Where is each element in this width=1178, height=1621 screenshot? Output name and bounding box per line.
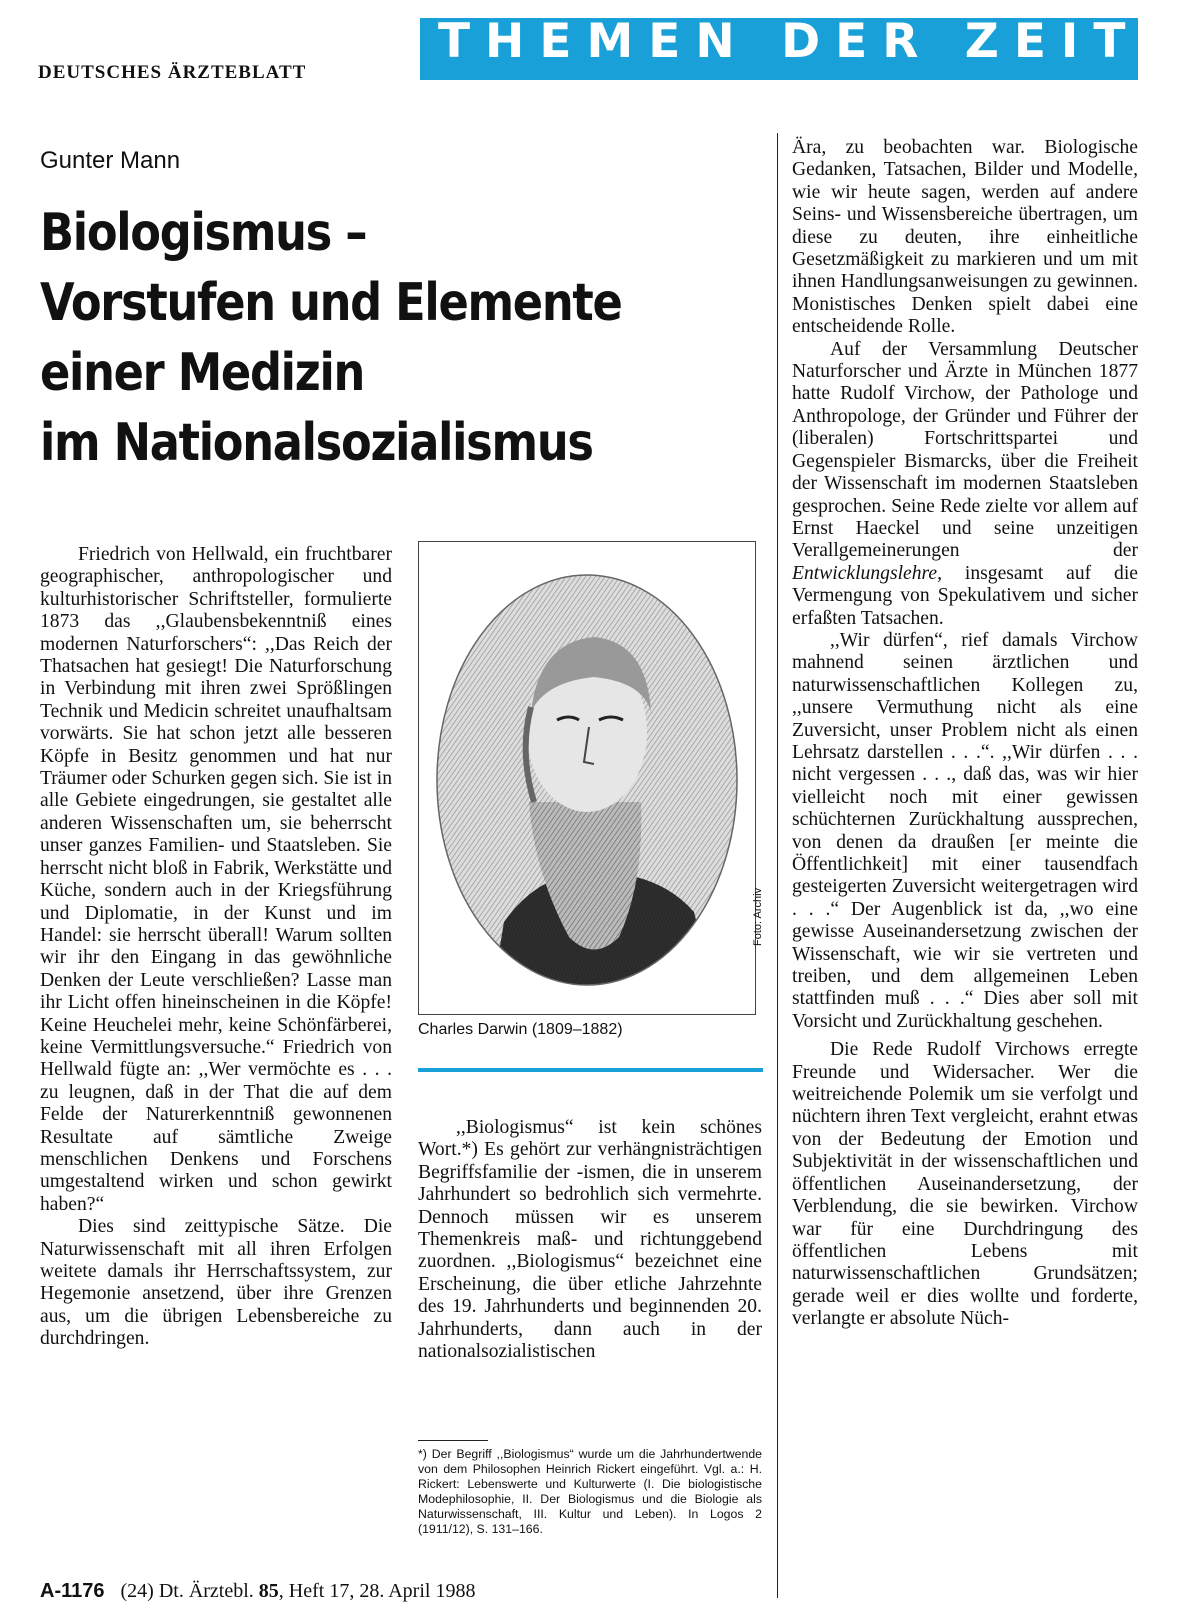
body-column-3: [792, 137, 1138, 1331]
body-paragraph: ,,Biologismus“ ist kein schönes Wort.*) Es gehört zur verhängnisträchtigen Begriffsfamilie der -ismen, die in unserem Jahrhundert so bedrohlich sich vermehrte. Dennoch müssen wir es unserem Themenkreis maß- und richtunggebend zuordnen. ,,Biologismus“ bezeichnet eine Erscheinung, die über etliche Jahrzehnte des 19. Jahrhunderts und beginnenden 20. Jahrhunderts, dann auch in der nationalsozialistischen: [418, 1117, 762, 1363]
title-line: Biologismus –: [40, 203, 367, 263]
journal-name: DEUTSCHES ÄRZTEBLATT: [38, 62, 307, 83]
body-column-1: [40, 544, 392, 1351]
photo-credit: Foto: Archiv: [752, 887, 764, 946]
body-paragraph: [792, 339, 1138, 630]
body-paragraph: Friedrich von Hellwald, ein fruchtbarer geographischer, anthropologischer und kulturhistorischer Schriftsteller, formulierte 1873 das ,,Glaubensbekenntniß eines modernen Naturforschers“: ,,Das Reich der Thatsachen hat gesiegt! Die Naturforschung in Verbindung mit ihren zwei Sprößlingen Technik und Medicin schreitet unaufhaltsam vorwärts. Sie hat schon jetzt alle besseren Köpfe in Besitz genommen und hat nur Träumer oder Schurken gegen sich. Sie ist in alle Gebiete eingedrungen, sie gestaltet alle anderen Wissenschaften um, sie beherrscht unser ganzes Familien- und Staatsleben. Sie herrscht nicht bloß in Fabrik, Werkstätte und Küche, sondern auch in der Kriegsführung und Diplomatie, in der Kunst und im Handel: sie herrscht überall! Warum sollten wir ihr den Eingang in das gewöhnliche Denken der Leute verschließen? Lasse man ihr Licht offen hineinscheinen in die Köpfe! Keine Heuchelei mehr, keine Schönfärberei, keine Vermittlungsversuche.“ Friedrich von Hellwald fügte an: ,,Wer vermöchte es . . . zu leugnen, daß in der That die auf dem Felde der Naturerkenntniß gewonnenen Resultate auf sämtliche Zweige menschlichen Denkens und Forschens umgestaltend wirken und schon gewirkt haben?“: [40, 544, 392, 1215]
paragraph-text: insgesamt auf die Vermengung von Spekulativem und sicher erfaßten Tatsachen.: [792, 562, 1138, 629]
footnote: *) Der Begriff ,,Biologismus“ wurde um die Jahrhundertwende von dem Philosophen Heinrich Rickert eingeführt. Vgl. a.: H. Rickert: Lebenswerte und Kulturwerte (I. Die biologistische Modephilosophie, II. Der Biologismus und die Biologie als Naturwissenschaft, III. Kultur und Leben). In Logos 2 (1911/12), S. 131–166.: [418, 1447, 762, 1536]
darwin-portrait-figure: [418, 541, 756, 1015]
footnote-rule: [418, 1440, 488, 1441]
page-number: A-1176: [40, 1580, 105, 1602]
title-line: Vorstufen und Elemente: [40, 273, 622, 333]
title-line: im Nationalsozialismus: [40, 413, 593, 473]
emphasized-term: Entwicklungslehre,: [792, 562, 943, 584]
page-footer: [40, 1580, 475, 1603]
body-paragraph: Die Rede Rudolf Virchows erregte Freunde und Widersacher. Wer die weitreichende Polemik um sie verfolgt und nüchtern ihren Text vergleicht, erahnt etwas von der Bedeutung der Emotion und Subjektivität in der wissenschaftlichen und öffentlichen Auseinandersetzung, der Verblendung, die sie bewirken. Virchow war für eine Durchdringung des öffentlichen Lebens mit naturwissenschaftlichen Grundsätzen; gerade weil er dies wollte und forderte, verlangte er absolute Nüch-: [792, 1039, 1138, 1330]
blue-divider: [418, 1068, 763, 1072]
darwin-portrait-image: [419, 542, 755, 1014]
citation-suffix: , Heft 17, 28. April 1988: [278, 1580, 476, 1602]
section-banner-text: THEMEN DER ZEIT: [438, 14, 1141, 69]
body-column-2: [418, 1117, 762, 1363]
column-divider: [777, 133, 778, 1598]
body-paragraph: ,,Wir dürfen“, rief damals Virchow mahnend seinen ärztlichen und naturwissenschaftlichen Kollegen zu, ,,unsere Vermuthung nicht als eine Zuversicht, unser Problem nicht als einen Lehrsatz darstellen . . .“. ,,Wir dürfen . . . nicht vergessen . . ., daß das, was wir hier vielleicht noch mit einer gewissen schüchternen Zurückhaltung aussprechen, von denen da draußen [er meinte die Öffentlichkeit] mit einer tausendfach gesteigerten Zuversicht weitergetragen wird . . .“ Der Augenblick ist da, ,,wo eine gewisse Auseinandersetzung zwischen der Wissenschaft, wie wir sie vertreten und treiben, und dem allgemeinen Leben stattfinden muß . . .“ Dies aber soll mit Vorsicht und Zurückhaltung geschehen.: [792, 629, 1138, 1032]
body-paragraph: Dies sind zeittypische Sätze. Die Naturwissenschaft mit all ihren Erfolgen weitete damals ihr Herrschaftssystem, zur Hegemonie ansetzend, über ihre Grenzen aus, um die übrigen Lebensbereiche zu durchdringen.: [40, 1216, 392, 1350]
title-line: einer Medizin: [40, 343, 365, 403]
article-title: [40, 198, 672, 478]
paragraph-text: Auf der Versammlung Deutscher Naturforscher und Ärzte in München 1877 hatte Rudolf Virchow, der Pathologe und Anthropologe, der Gründer und Führer der (liberalen) Fortschrittspartei und Gegenspieler Bismarcks, über die Freiheit der Wissenschaft im modernen Staatsleben gesprochen. Seine Rede zielte vor allem auf Ernst Haeckel und seine unzeitigen Verallgemeinerungen der: [792, 338, 1138, 562]
citation-volume: 85: [258, 1580, 279, 1602]
citation-prefix: (24) Dt. Ärztebl.: [120, 1580, 254, 1602]
article-author: Gunter Mann: [40, 147, 181, 174]
body-paragraph: Ära, zu beobachten war. Biologische Gedanken, Tatsachen, Bilder und Modelle, wie wir heute sagen, werden auf andere Seins- und Wissensbereiche übertragen, um diese zu deuten, ihre einheitliche Gesetzmäßigkeit zu markieren und um mit ihnen Handlungsanweisungen zu gewinnen. Monistisches Denken spielt dabei eine entscheidende Rolle.: [792, 137, 1138, 338]
figure-caption: Charles Darwin (1809–1882): [418, 1021, 623, 1038]
